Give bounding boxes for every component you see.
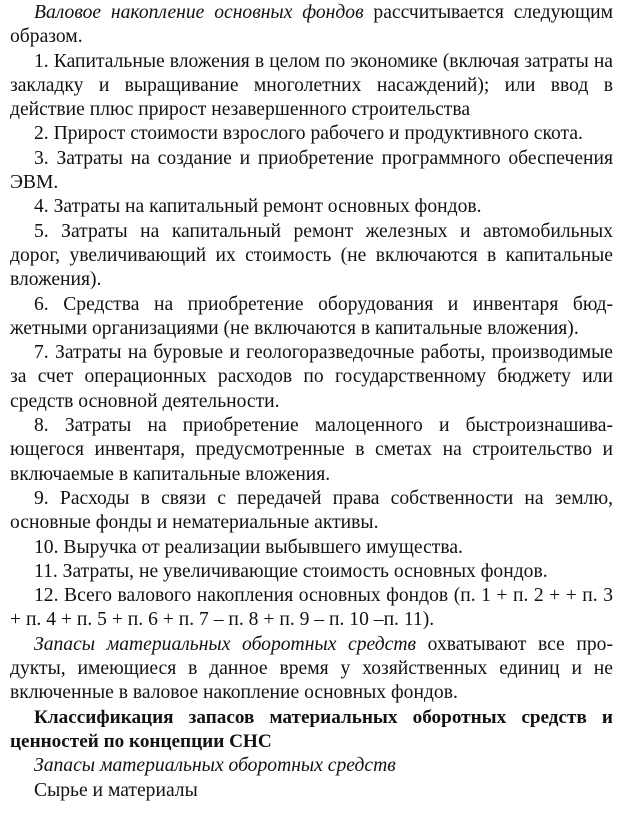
stocks-text: охватывают все продукты, имеющиеся в данное время у хозяйственных единиц и не включенные в валовое накопление основных фондов. (10, 633, 613, 704)
intro-paragraph (10, 1, 613, 50)
list-item: 1. Капитальные вложения в целом по экономике (включая затраты на закладку и выращивание многолетних насаждений); или ввод в действие плюс прирост незавершенного строительства (10, 50, 613, 121)
classification-item: Сырье и материалы (34, 779, 198, 801)
list-item: 12. Всего валового накопления основных фондов (п. 1 + п. 2 + + п. 3 + п. 4 + п. 5 + п. 6 + п. 7 – п. 8 + п. 9 – п. 10 –п. 11). (10, 585, 613, 631)
list-item: 7. Затраты на буровые и геологоразведочные работы, производимые за счет операционных расходов по государственному бюджету или средств основной деятельности. (10, 342, 613, 412)
list-item: 5. Затраты на капитальный ремонт железных и автомобильных дорог, увеличивающий их стоимость (не включаются в капитальные вложения). (10, 220, 613, 291)
list-item: 6. Средства на приобретение оборудования и инвентаря бюджетными организациями (не включаются в капитальные вложения). (10, 293, 613, 339)
intro-text: рассчитывается следующим образом. (10, 2, 613, 48)
section-subheading: Запасы материальных оборотных средств (34, 755, 396, 777)
stocks-paragraph (10, 633, 613, 706)
list-item: 8. Затраты на приобретение малоценного и быстроизнашивающегося инвентаря, предусмотренные в сметах на строительство и включаемые в капитальные вложения. (10, 415, 613, 485)
list-item: 9. Расходы в связи с передачей права собственности на землю, основные фонды и нематериальные активы. (10, 487, 613, 534)
list-item: 2. Прирост стоимости взрослого рабочего и продуктивного скота. (34, 123, 583, 145)
list-item: 3. Затраты на создание и приобретение программного обеспечения ЭВМ. (10, 147, 613, 194)
stocks-term: Запасы материальных оборотных средств (34, 633, 417, 655)
list-item: 4. Затраты на капитальный ремонт основных фондов. (34, 196, 482, 218)
list-item: 10. Выручка от реализации выбывшего имущества. (34, 536, 463, 558)
section-heading: Классификация запасов материальных оборотных средств и ценностей по концепции СНС (10, 706, 613, 752)
intro-term: Валовое накопление основных фондов (34, 2, 364, 23)
list-item: 11. Затраты, не увеличивающие стоимость основных фондов. (34, 560, 548, 582)
